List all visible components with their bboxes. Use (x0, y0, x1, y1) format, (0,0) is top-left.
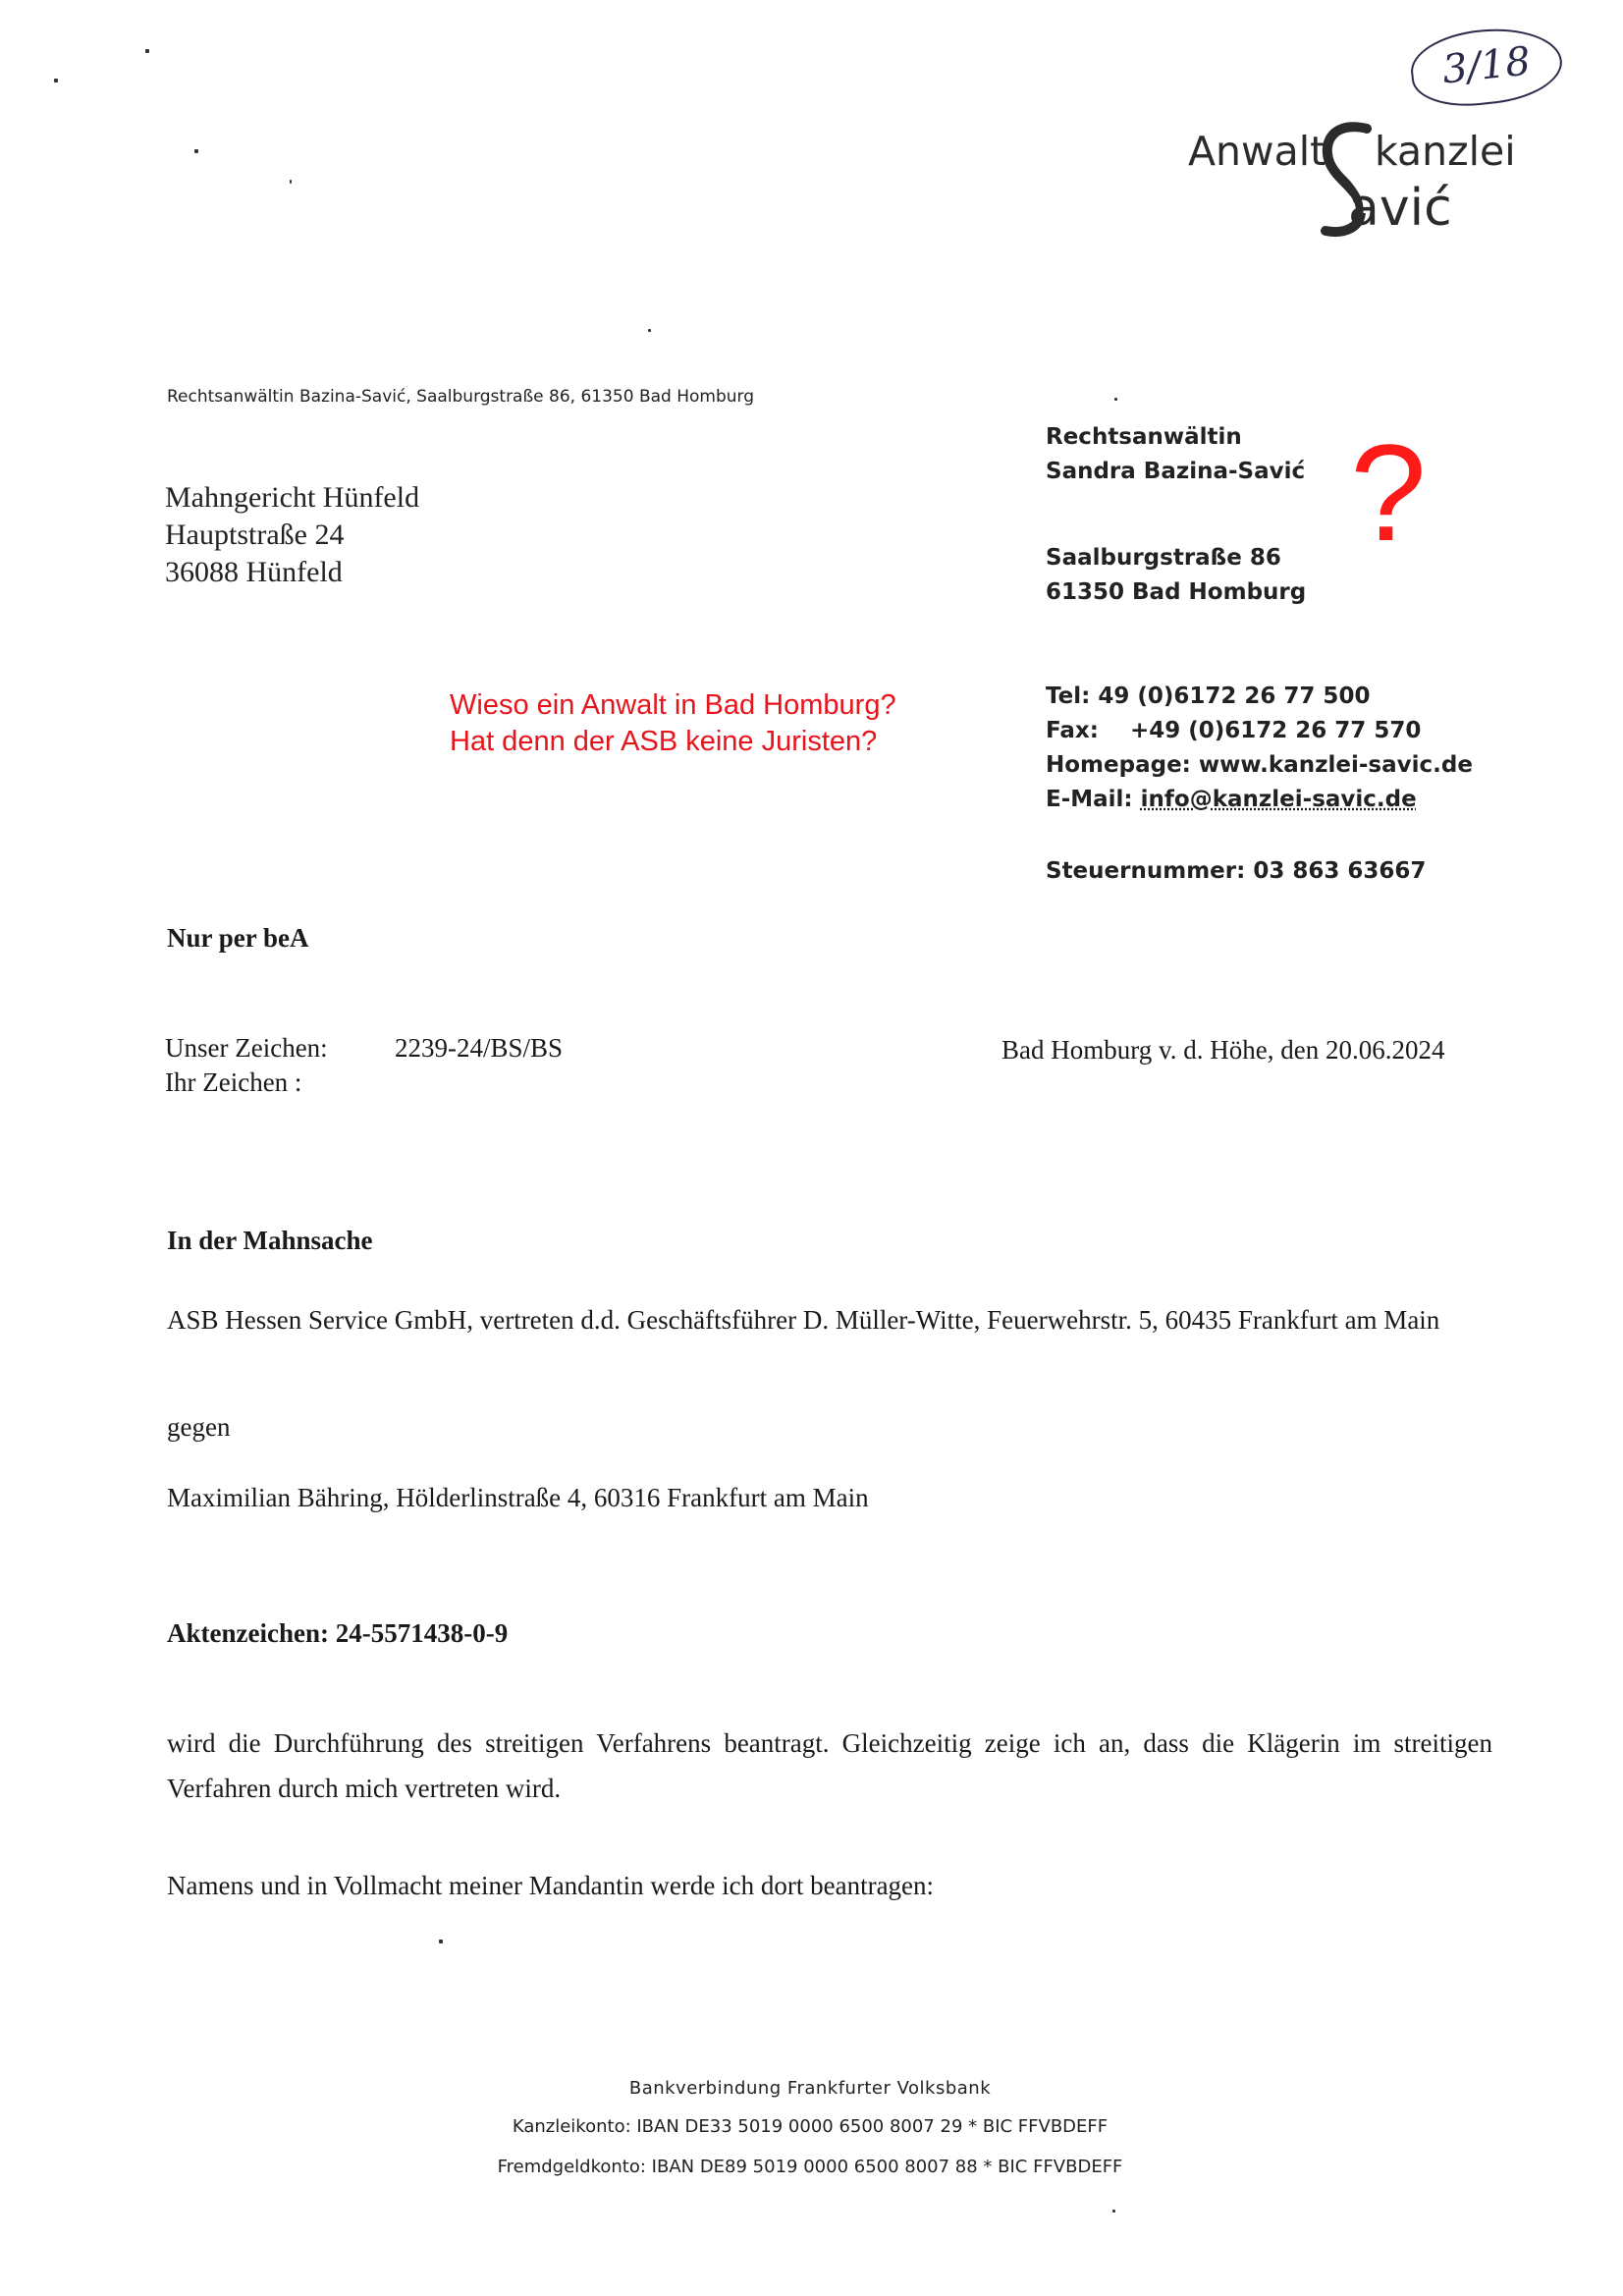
file-number: Aktenzeichen: 24-5571438-0-9 (167, 1618, 509, 1648)
homepage-line (1046, 748, 1473, 783)
defendant-party: Maximilian Bähring, Hölderlinstraße 4, 60316 Frankfurt am Main (167, 1483, 869, 1512)
phone-line (1046, 680, 1473, 714)
place-and-date: Bad Homburg v. d. Höhe, den 20.06.2024 (1001, 1035, 1445, 1065)
claimant-party: ASB Hessen Service GmbH, vertreten d.d. Geschäftsführer D. Müller-Witte, Feuerwehrstr. 5, 60435 Frankfurt am Main (167, 1305, 1440, 1335)
annotation-line-2: Hat denn der ASB keine Juristen? (450, 726, 878, 757)
delivery-method-note: Nur per beA (167, 923, 309, 953)
scan-speck (648, 329, 651, 332)
lawyer-address-block (1046, 541, 1306, 610)
recipient-line-1: Mahngericht Hünfeld (165, 481, 420, 514)
annotation-line-1: Wieso ein Anwalt in Bad Homburg? (450, 689, 896, 721)
scan-speck (1112, 2210, 1115, 2213)
logo-word-kanzlei: kanzlei (1375, 128, 1516, 175)
lawyer-city: 61350 Bad Homburg (1046, 579, 1307, 605)
logo-word-anwalt: Anwalt (1188, 128, 1326, 175)
fax-value: +49 (0)6172 26 77 570 (1129, 718, 1422, 743)
sender-return-address: Rechtsanwältin Bazina-Savić, Saalburgstraße 86, 61350 Bad Homburg (167, 387, 755, 407)
scan-speck (1114, 398, 1117, 401)
bank-account-office: Kanzleikonto: IBAN DE33 5019 0000 6500 8007 29 * BIC FFVBDEFF (512, 2116, 1109, 2137)
lawyer-name: Sandra Bazina-Savić (1046, 459, 1306, 484)
logo-word-savic: avić (1348, 179, 1452, 238)
our-reference-label: Unser Zeichen: (165, 1033, 328, 1063)
body-paragraph-1: wird die Durchführung des streitigen Verfahrens beantragt. Gleichzeitig zeige ich an, dass die Klägerin im streitigen Verfahren durch mich vertreten wird. (167, 1728, 1492, 1803)
our-reference (165, 1031, 563, 1066)
handwritten-page-number: 3/18 (1407, 22, 1565, 112)
lawyer-name-block (1046, 420, 1305, 489)
fax-label: Fax: (1046, 718, 1099, 743)
red-comment-annotation (450, 687, 896, 760)
versus-label: gegen (167, 1412, 231, 1442)
your-reference (165, 1066, 563, 1100)
email-label: E-Mail: (1046, 787, 1133, 812)
tax-label: Steuernummer: (1046, 858, 1246, 884)
scan-speck (290, 180, 292, 184)
law-firm-logo (1188, 116, 1516, 244)
fax-line (1046, 714, 1473, 748)
tax-number-line (1046, 854, 1426, 889)
homepage-label: Homepage: (1046, 752, 1191, 778)
phone-value: 49 (0)6172 26 77 500 (1098, 683, 1371, 709)
lawyer-contact-block (1046, 680, 1473, 817)
homepage-link[interactable]: www.kanzlei-savic.de (1198, 752, 1473, 778)
lawyer-street: Saalburgstraße 86 (1046, 545, 1281, 571)
bank-title: Bankverbindung Frankfurter Volksbank (628, 2078, 992, 2099)
scan-speck (439, 1940, 443, 1943)
phone-label: Tel: (1046, 683, 1091, 709)
case-heading: In der Mahnsache (167, 1226, 373, 1255)
scan-speck (194, 149, 198, 153)
recipient-address (165, 479, 419, 591)
scan-speck (54, 79, 58, 82)
email-link[interactable]: info@kanzlei-savic.de (1140, 787, 1417, 812)
lawyer-title: Rechtsanwältin (1046, 424, 1242, 450)
body-paragraph-2: Namens und in Vollmacht meiner Mandantin werde ich dort beantragen: (167, 1871, 935, 1900)
scan-speck (145, 49, 149, 53)
recipient-line-2: Hauptstraße 24 (165, 519, 345, 551)
recipient-line-3: 36088 Hünfeld (165, 556, 343, 588)
your-reference-label: Ihr Zeichen : (165, 1067, 302, 1097)
tax-value: 03 863 63667 (1253, 858, 1427, 884)
red-question-mark-annotation: ? (1350, 415, 1427, 570)
our-reference-value: 2239-24/BS/BS (395, 1033, 564, 1063)
email-line (1046, 783, 1473, 817)
reference-block (165, 1031, 563, 1100)
bank-account-trust: Fremdgeldkonto: IBAN DE89 5019 0000 6500 8007 88 * BIC FFVBDEFF (497, 2157, 1123, 2177)
